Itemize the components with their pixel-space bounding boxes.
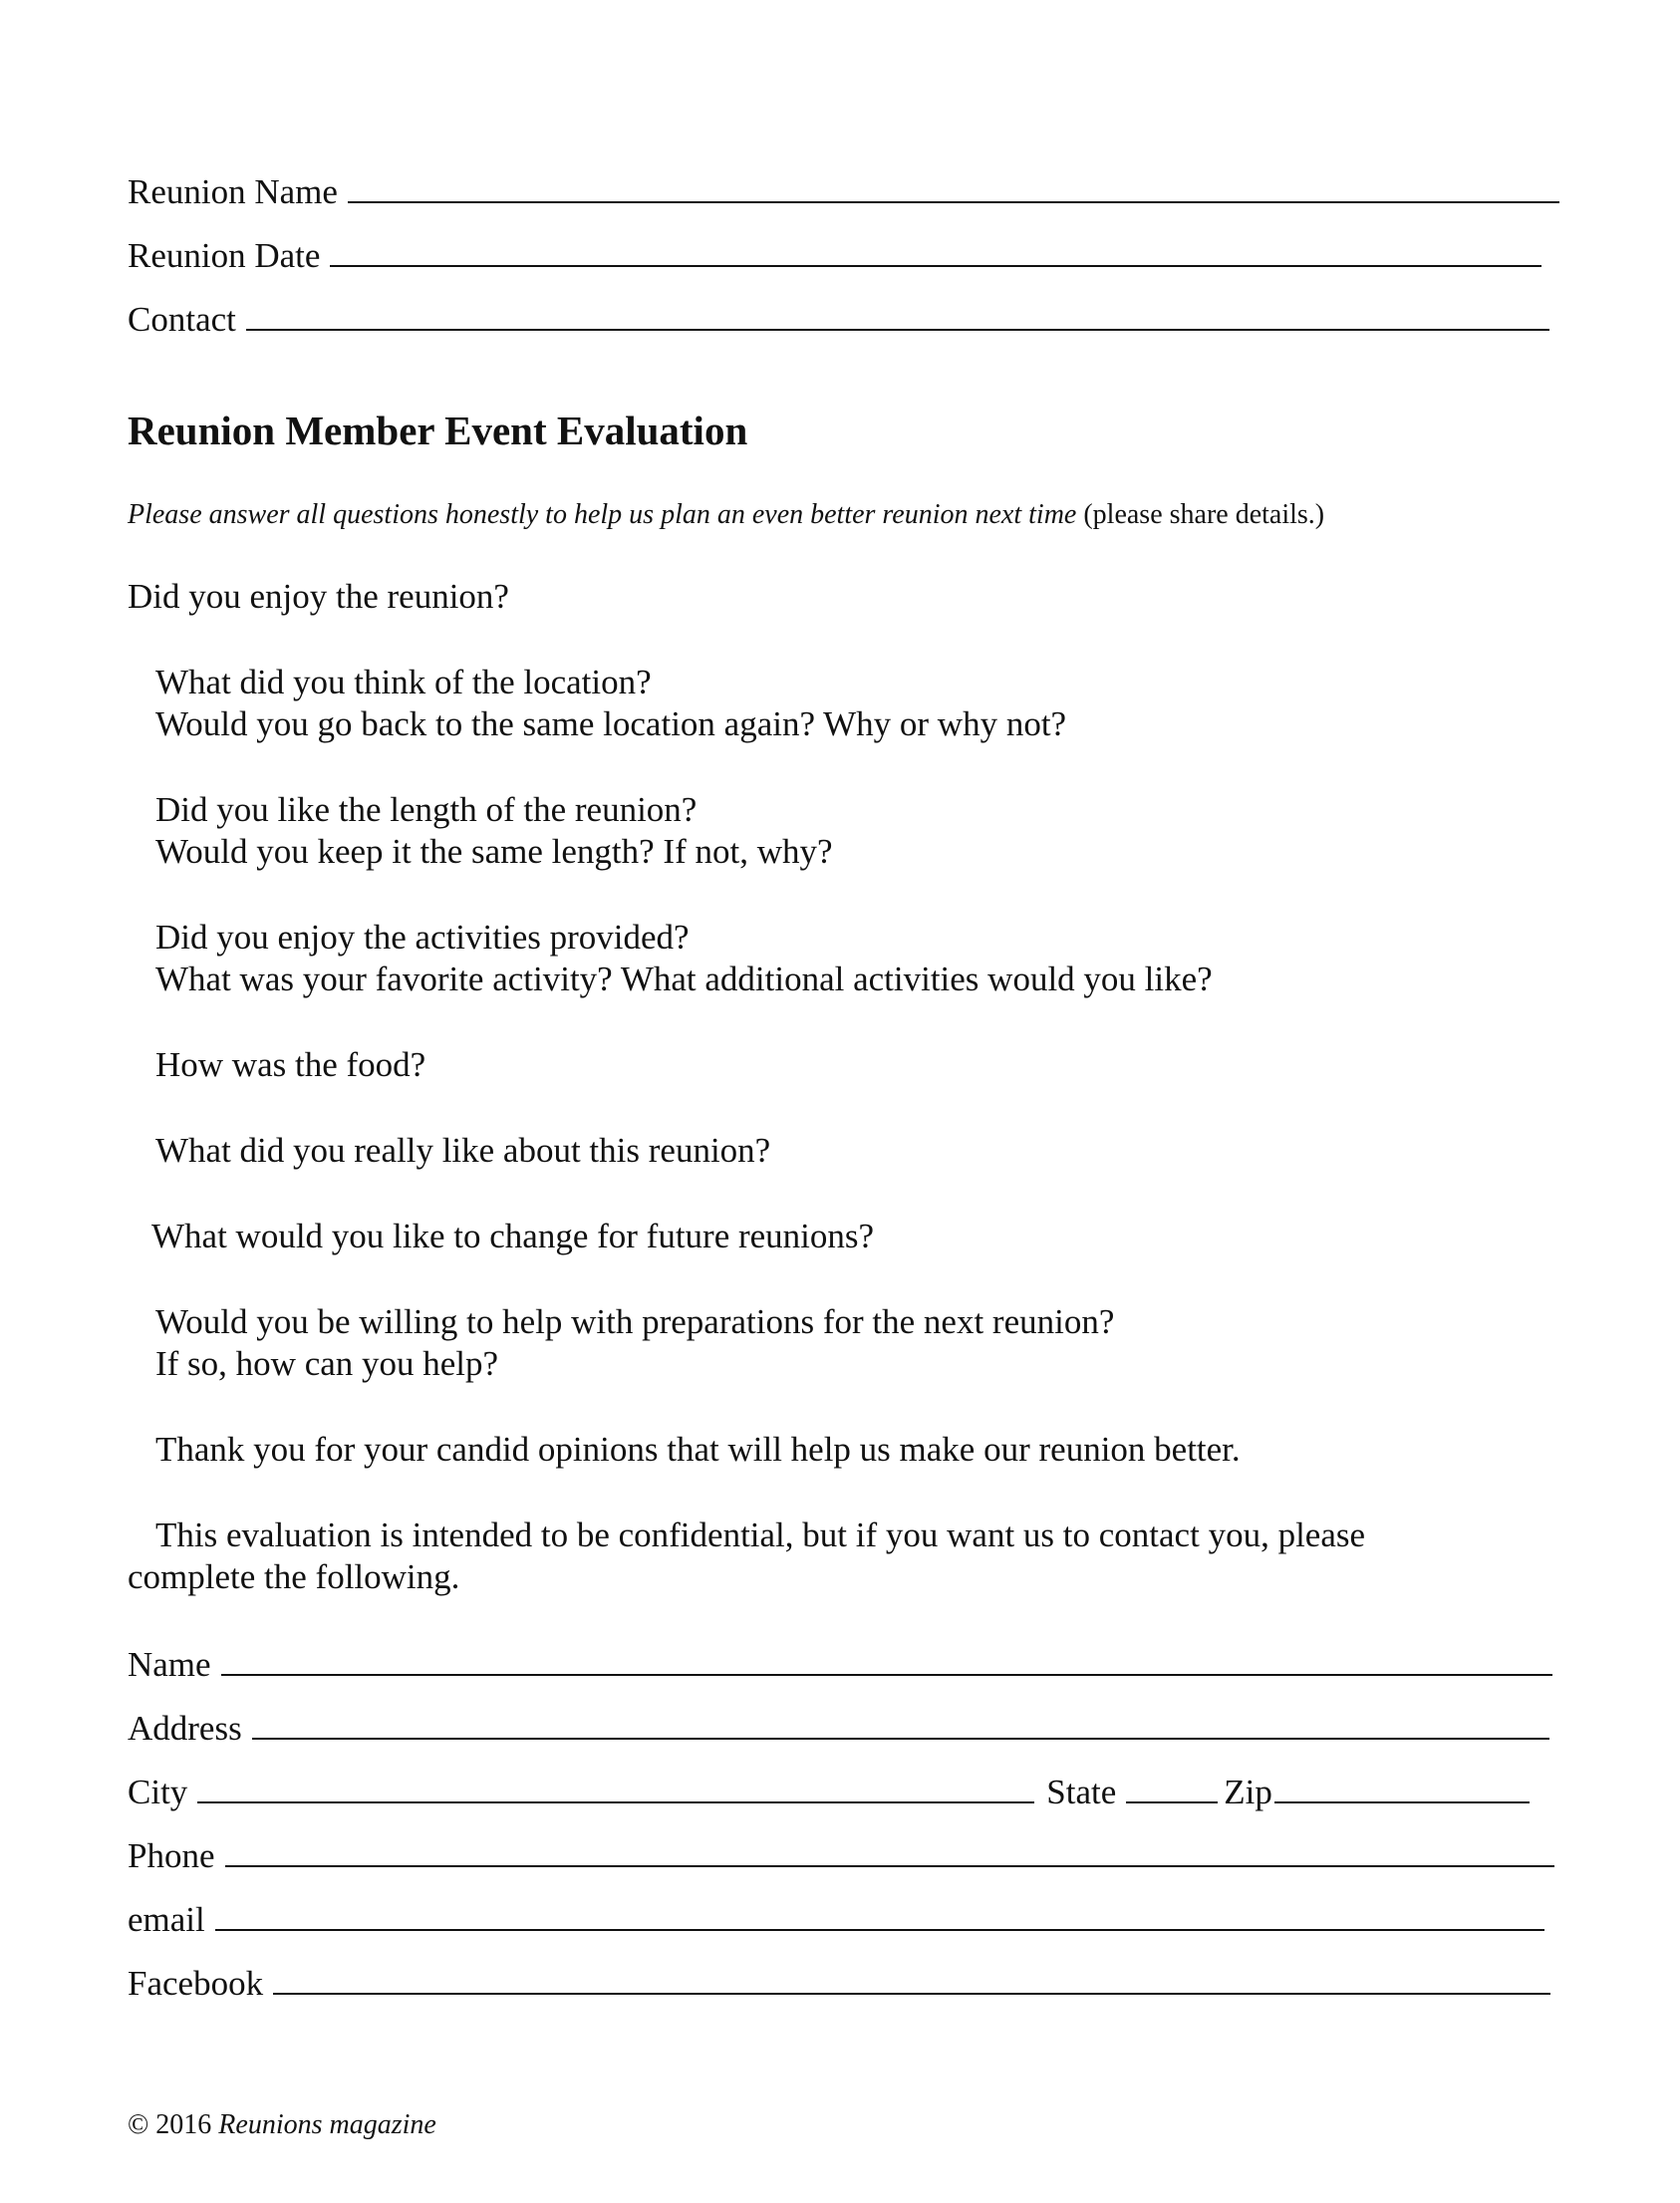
question-location-1: What did you think of the location? — [155, 663, 652, 701]
copyright-text: © 2016 — [128, 2109, 212, 2140]
phone-label: Phone — [128, 1836, 215, 1875]
question-enjoy: Did you enjoy the reunion? — [128, 577, 509, 616]
question-help-2: If so, how can you help? — [155, 1344, 499, 1383]
footer-copyright — [128, 2108, 436, 2142]
phone-field[interactable] — [128, 1835, 1554, 1877]
city-state-zip-field[interactable] — [128, 1772, 1530, 1813]
publication-name: Reunions magazine — [218, 2109, 436, 2140]
zip-line[interactable] — [1274, 1772, 1530, 1803]
contact-line[interactable] — [246, 299, 1549, 331]
contact-field[interactable] — [128, 299, 1549, 341]
zip-label: Zip — [1224, 1773, 1272, 1811]
confidential-text-2: complete the following. — [128, 1557, 460, 1596]
question-location-2: Would you go back to the same location again? Why or why not? — [155, 704, 1067, 743]
address-label: Address — [128, 1709, 242, 1748]
intro-plain: (please share details.) — [1083, 499, 1325, 530]
reunion-date-field[interactable] — [128, 235, 1541, 277]
confidential-text-1: This evaluation is intended to be confidential, but if you want us to contact you, please — [155, 1515, 1366, 1554]
city-label: City — [128, 1773, 188, 1811]
question-activities-1: Did you enjoy the activities provided? — [155, 918, 690, 957]
question-length-2: Would you keep it the same length? If not, why? — [155, 832, 833, 871]
reunion-date-label: Reunion Date — [128, 236, 321, 275]
email-label: email — [128, 1900, 205, 1939]
reunion-name-label: Reunion Name — [128, 172, 338, 211]
question-help-1: Would you be willing to help with preparations for the next reunion? — [155, 1302, 1115, 1341]
address-line[interactable] — [252, 1708, 1549, 1740]
question-change: What would you like to change for future reunions? — [151, 1217, 875, 1255]
state-label: State — [1046, 1773, 1117, 1811]
state-line[interactable] — [1126, 1772, 1218, 1803]
address-field[interactable] — [128, 1708, 1549, 1750]
question-food: How was the food? — [155, 1045, 426, 1084]
city-line[interactable] — [197, 1772, 1034, 1803]
reunion-date-line[interactable] — [330, 235, 1541, 267]
contact-label: Contact — [128, 300, 236, 339]
phone-line[interactable] — [225, 1835, 1554, 1867]
question-like: What did you really like about this reunion? — [155, 1131, 771, 1170]
intro-text — [128, 498, 1324, 532]
reunion-name-field[interactable] — [128, 171, 1559, 213]
reunion-name-line[interactable] — [348, 171, 1559, 203]
intro-italic: Please answer all questions honestly to help us plan an even better reunion next time — [128, 499, 1077, 530]
facebook-line[interactable] — [273, 1963, 1550, 1995]
question-length-1: Did you like the length of the reunion? — [155, 790, 698, 829]
email-field[interactable] — [128, 1899, 1544, 1941]
facebook-label: Facebook — [128, 1964, 264, 2003]
name-field[interactable] — [128, 1644, 1552, 1686]
name-label: Name — [128, 1645, 211, 1684]
facebook-field[interactable] — [128, 1963, 1550, 2005]
thanks-text: Thank you for your candid opinions that will help us make our reunion better. — [155, 1430, 1241, 1469]
page-title: Reunion Member Event Evaluation — [128, 408, 748, 453]
email-line[interactable] — [215, 1899, 1544, 1931]
name-line[interactable] — [221, 1644, 1552, 1676]
question-activities-2: What was your favorite activity? What additional activities would you like? — [155, 960, 1213, 998]
